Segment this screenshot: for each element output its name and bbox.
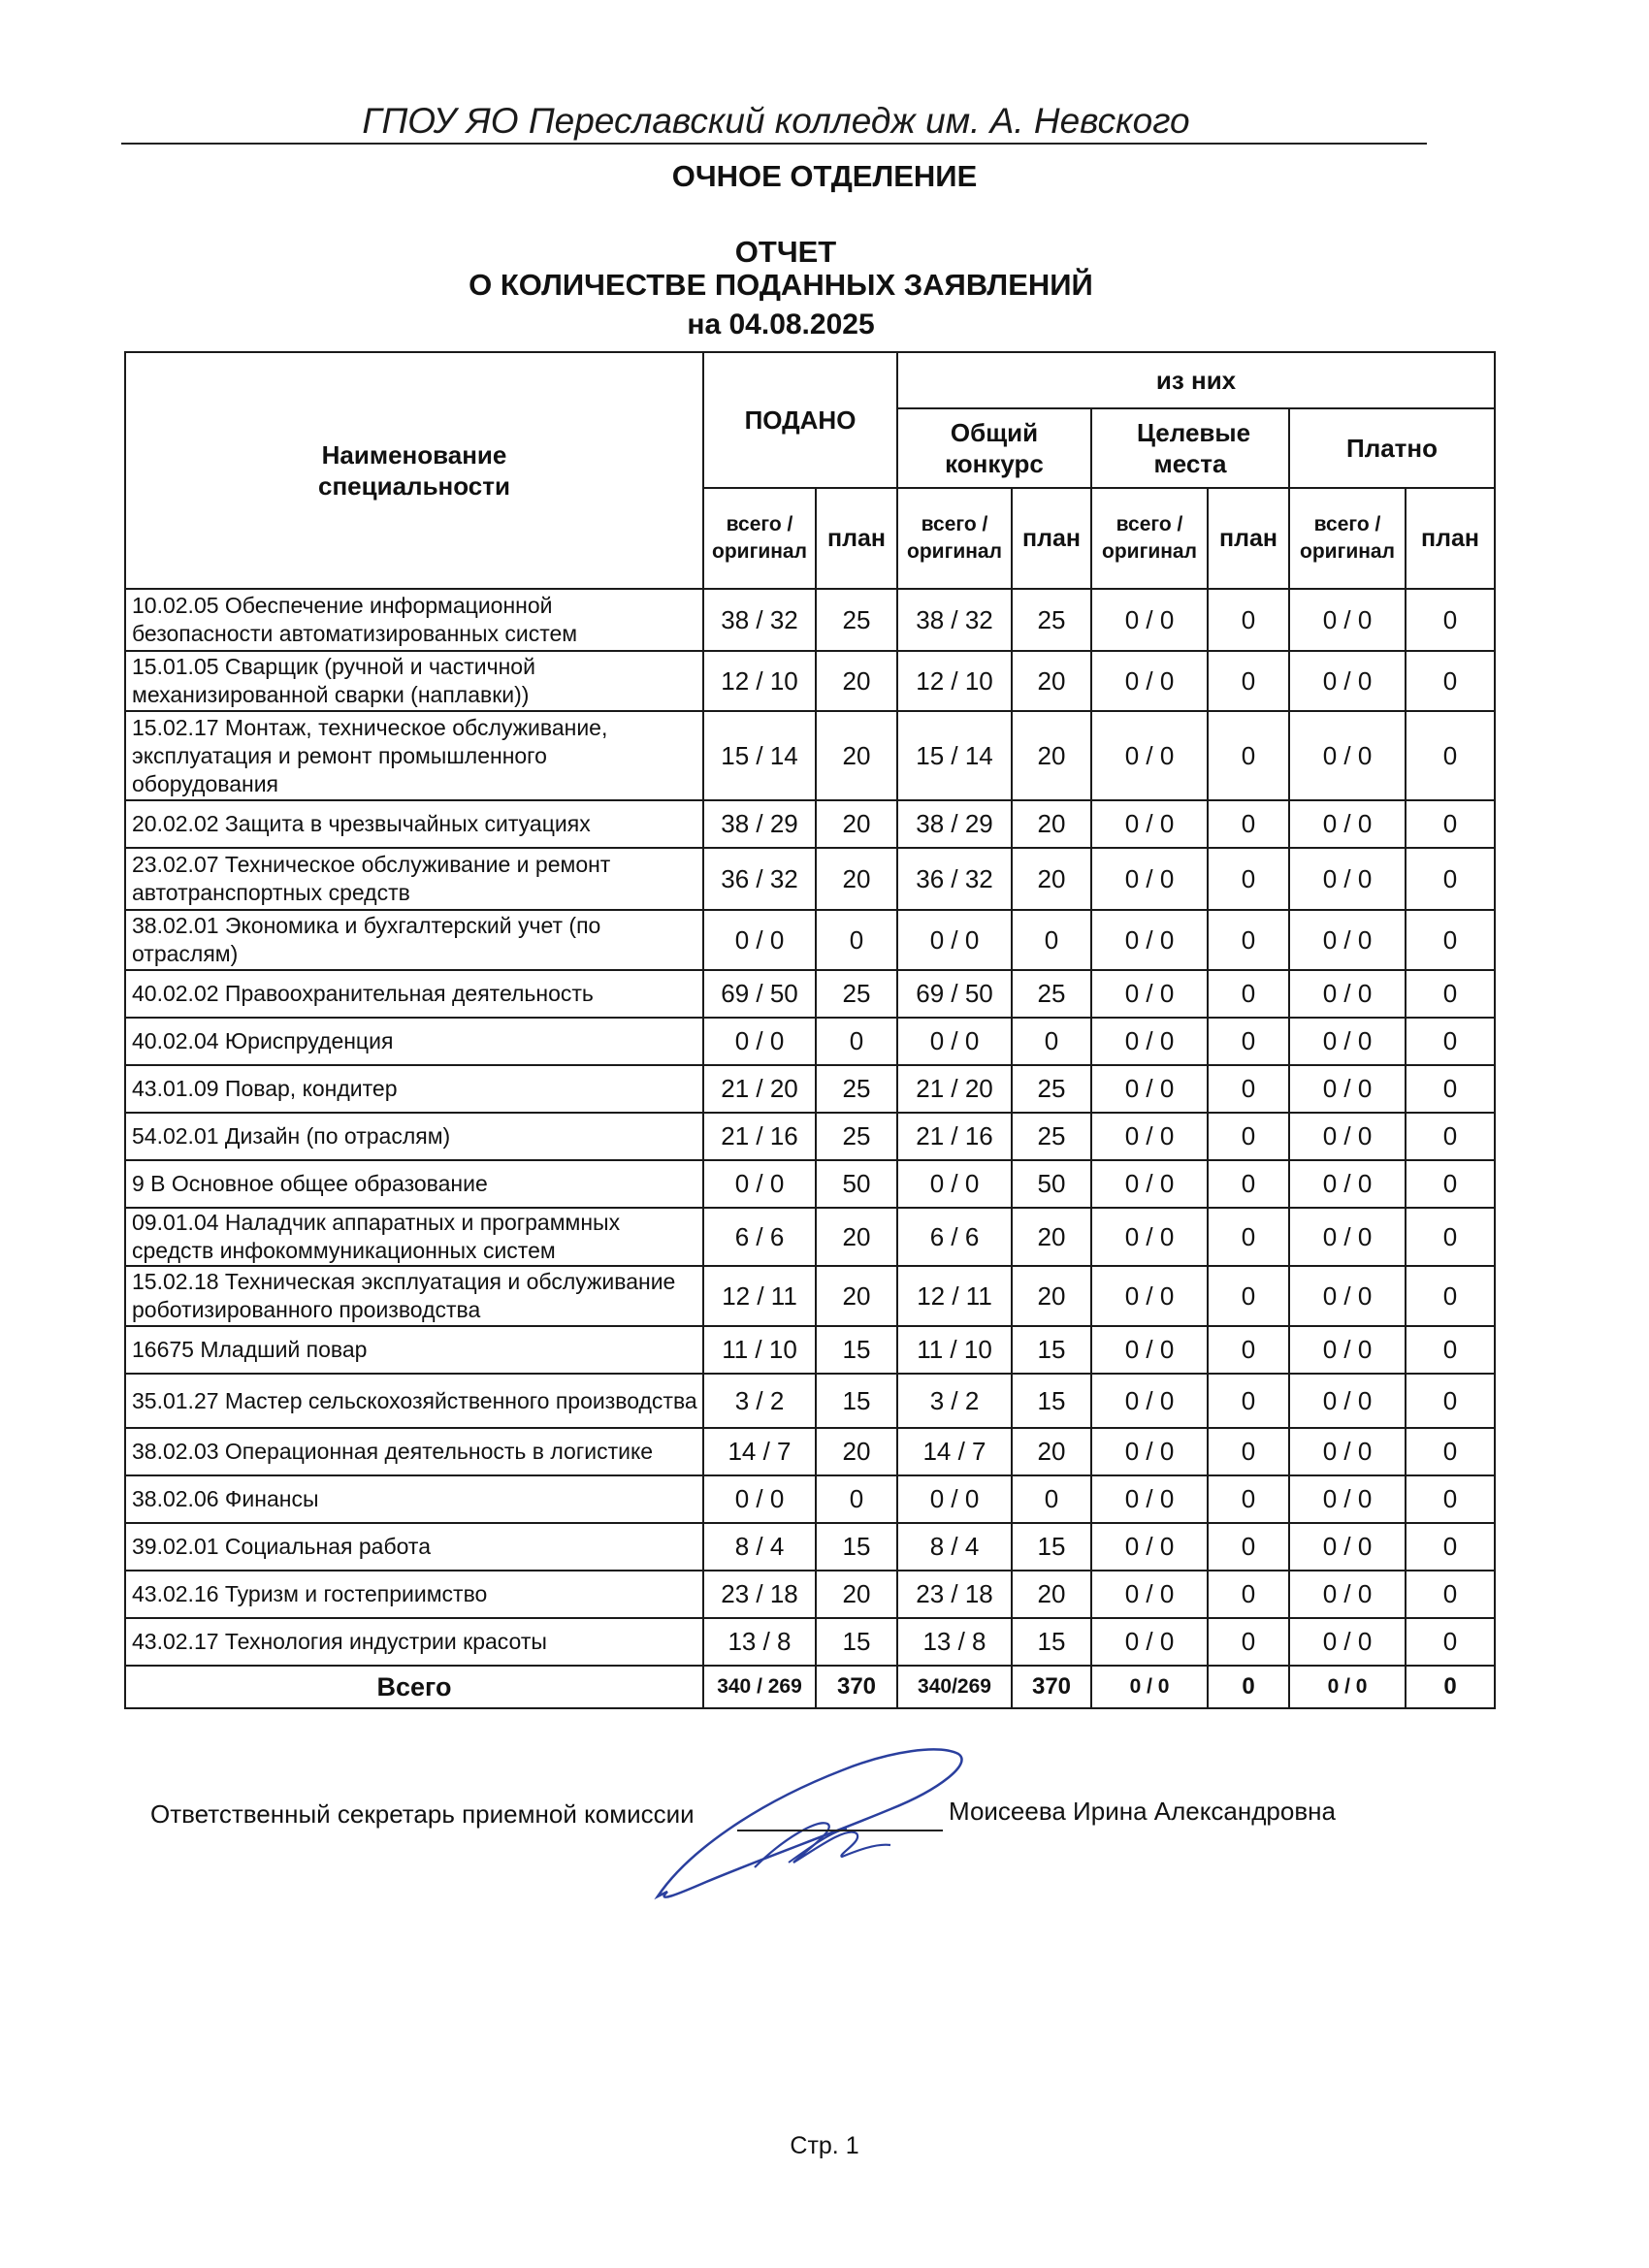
cell-paid-plan: 0 — [1406, 589, 1495, 651]
cell-gen-plan: 15 — [1012, 1326, 1091, 1374]
organization-name: ГПОУ ЯО Переславский колледж им. А. Невского — [362, 101, 1190, 141]
specialty-name: 40.02.02 Правоохранительная деятельность — [125, 970, 703, 1018]
cell-gen: 0 / 0 — [897, 1160, 1012, 1208]
cell-tgt: 0 / 0 — [1091, 970, 1208, 1018]
header-target-total: всего / оригинал — [1091, 488, 1208, 589]
cell-sub-plan: 20 — [816, 800, 897, 848]
cell-gen-plan: 0 — [1012, 1018, 1091, 1065]
specialty-name: 54.02.01 Дизайн (по отраслям) — [125, 1113, 703, 1160]
cell-tgt: 0 / 0 — [1091, 1475, 1208, 1523]
table-row — [125, 1571, 1495, 1618]
table-body — [125, 589, 1495, 1708]
cell-gen: 21 / 16 — [897, 1113, 1012, 1160]
specialty-name: 09.01.04 Наладчик аппаратных и программных средств инфокоммуникационных систем — [125, 1208, 703, 1266]
cell-sub: 0 / 0 — [703, 1475, 816, 1523]
header-paid-total: всего / оригинал — [1289, 488, 1406, 589]
cell-sub: 0 / 0 — [703, 910, 816, 970]
cell-paid-plan: 0 — [1406, 1571, 1495, 1618]
table-row — [125, 1374, 1495, 1428]
report-title: ОТЧЕТ — [734, 235, 837, 269]
cell-paid: 0 / 0 — [1289, 711, 1406, 800]
cell-tgt-plan: 0 — [1208, 1523, 1289, 1571]
cell-sub: 3 / 2 — [703, 1374, 816, 1428]
table-row — [125, 1428, 1495, 1475]
specialty-name: 40.02.04 Юриспруденция — [125, 1018, 703, 1065]
cell-paid-plan: 0 — [1406, 1065, 1495, 1113]
cell-sub: 13 / 8 — [703, 1618, 816, 1666]
cell-tgt-plan: 0 — [1208, 589, 1289, 651]
header-general-total: всего / оригинал — [897, 488, 1012, 589]
header-paid-plan: план — [1406, 488, 1495, 589]
cell-paid-plan: 0 — [1406, 910, 1495, 970]
cell-paid-plan: 0 — [1406, 1326, 1495, 1374]
cell-tgt-plan: 0 — [1208, 1208, 1289, 1266]
cell-sub: 38 / 32 — [703, 589, 816, 651]
cell-sub-plan: 20 — [816, 1208, 897, 1266]
cell-paid-plan: 0 — [1406, 1018, 1495, 1065]
cell-paid-plan: 0 — [1406, 1428, 1495, 1475]
table-row — [125, 1618, 1495, 1666]
signatory-label: Ответственный секретарь приемной комиссии — [150, 1799, 695, 1829]
report-date: на 04.08.2025 — [687, 308, 875, 340]
cell-sub: 21 / 16 — [703, 1113, 816, 1160]
cell-sub-plan: 20 — [816, 711, 897, 800]
cell-sub: 8 / 4 — [703, 1523, 816, 1571]
cell-gen-plan: 25 — [1012, 1113, 1091, 1160]
header-specialty-label: Наименование специальности — [318, 440, 510, 501]
cell-tgt: 0 / 0 — [1091, 651, 1208, 711]
cell-paid-plan: 0 — [1406, 1160, 1495, 1208]
cell-gen-plan: 20 — [1012, 1428, 1091, 1475]
cell-tgt: 0 / 0 — [1091, 1266, 1208, 1326]
table-row — [125, 711, 1495, 800]
cell-paid: 0 / 0 — [1289, 1523, 1406, 1571]
specialty-name: 15.02.17 Монтаж, техническое обслуживание, эксплуатация и ремонт промышленного оборудования — [125, 711, 703, 800]
cell-tgt-plan: 0 — [1208, 1618, 1289, 1666]
cell-paid: 0 / 0 — [1289, 1113, 1406, 1160]
cell-tgt: 0 / 0 — [1091, 800, 1208, 848]
cell-tgt: 0 / 0 — [1091, 1160, 1208, 1208]
cell-sub-plan: 0 — [816, 1018, 897, 1065]
cell-tgt-plan: 0 — [1208, 910, 1289, 970]
cell-gen-plan: 20 — [1012, 800, 1091, 848]
cell-paid-plan: 0 — [1406, 651, 1495, 711]
table-row — [125, 1266, 1495, 1326]
cell-tgt: 0 / 0 — [1091, 1065, 1208, 1113]
specialty-name: 10.02.05 Обеспечение информационной безопасности автоматизированных систем — [125, 589, 703, 651]
specialty-name: 15.01.05 Сварщик (ручной и частичной механизированной сварки (наплавки)) — [125, 651, 703, 711]
cell-paid-plan: 0 — [1406, 1113, 1495, 1160]
header-general-competition — [897, 408, 1091, 488]
total-paid-plan: 0 — [1406, 1666, 1495, 1708]
cell-paid-plan: 0 — [1406, 848, 1495, 910]
cell-tgt: 0 / 0 — [1091, 910, 1208, 970]
specialty-name: 38.02.03 Операционная деятельность в логистике — [125, 1428, 703, 1475]
table-row — [125, 651, 1495, 711]
cell-sub: 15 / 14 — [703, 711, 816, 800]
header-target-places — [1091, 408, 1289, 488]
page-number: Стр. 1 — [790, 2132, 859, 2159]
cell-tgt-plan: 0 — [1208, 1266, 1289, 1326]
cell-gen-plan: 20 — [1012, 711, 1091, 800]
table-row — [125, 848, 1495, 910]
cell-sub: 0 / 0 — [703, 1160, 816, 1208]
cell-sub-plan: 20 — [816, 848, 897, 910]
total-label: Всего — [125, 1666, 703, 1708]
cell-sub-plan: 15 — [816, 1618, 897, 1666]
cell-paid: 0 / 0 — [1289, 651, 1406, 711]
cell-tgt: 0 / 0 — [1091, 1523, 1208, 1571]
cell-paid: 0 / 0 — [1289, 1065, 1406, 1113]
cell-tgt-plan: 0 — [1208, 970, 1289, 1018]
cell-tgt: 0 / 0 — [1091, 1326, 1208, 1374]
cell-tgt-plan: 0 — [1208, 1428, 1289, 1475]
cell-sub: 0 / 0 — [703, 1018, 816, 1065]
cell-tgt: 0 / 0 — [1091, 1618, 1208, 1666]
cell-tgt: 0 / 0 — [1091, 1374, 1208, 1428]
cell-tgt-plan: 0 — [1208, 651, 1289, 711]
cell-sub-plan: 50 — [816, 1160, 897, 1208]
cell-gen: 69 / 50 — [897, 970, 1012, 1018]
cell-gen: 12 / 11 — [897, 1266, 1012, 1326]
table-row — [125, 589, 1495, 651]
cell-gen-plan: 50 — [1012, 1160, 1091, 1208]
cell-gen: 11 / 10 — [897, 1326, 1012, 1374]
specialty-name: 43.02.17 Технология индустрии красоты — [125, 1618, 703, 1666]
cell-sub-plan: 25 — [816, 1113, 897, 1160]
specialty-name: 15.02.18 Техническая эксплуатация и обслуживание роботизированного производства — [125, 1266, 703, 1326]
cell-gen: 3 / 2 — [897, 1374, 1012, 1428]
cell-sub-plan: 25 — [816, 1065, 897, 1113]
cell-sub: 21 / 20 — [703, 1065, 816, 1113]
department-title: ОЧНОЕ ОТДЕЛЕНИЕ — [671, 159, 978, 193]
cell-tgt-plan: 0 — [1208, 1374, 1289, 1428]
total-tgt: 0 / 0 — [1091, 1666, 1208, 1708]
signature-line — [737, 1830, 943, 1831]
total-paid: 0 / 0 — [1289, 1666, 1406, 1708]
cell-sub: 12 / 11 — [703, 1266, 816, 1326]
cell-sub: 36 / 32 — [703, 848, 816, 910]
cell-paid: 0 / 0 — [1289, 910, 1406, 970]
specialty-name: 38.02.01 Экономика и бухгалтерский учет (по отраслям) — [125, 910, 703, 970]
report-subtitle: О КОЛИЧЕСТВЕ ПОДАННЫХ ЗАЯВЛЕНИЙ — [469, 268, 1093, 302]
cell-paid-plan: 0 — [1406, 1618, 1495, 1666]
cell-tgt: 0 / 0 — [1091, 1113, 1208, 1160]
cell-sub: 23 / 18 — [703, 1571, 816, 1618]
cell-gen: 0 / 0 — [897, 1475, 1012, 1523]
cell-sub-plan: 20 — [816, 651, 897, 711]
cell-gen: 8 / 4 — [897, 1523, 1012, 1571]
cell-gen: 21 / 20 — [897, 1065, 1012, 1113]
cell-gen: 13 / 8 — [897, 1618, 1012, 1666]
header-specialty — [125, 352, 703, 589]
cell-tgt-plan: 0 — [1208, 711, 1289, 800]
cell-gen: 36 / 32 — [897, 848, 1012, 910]
total-gen: 340/269 — [897, 1666, 1012, 1708]
cell-paid: 0 / 0 — [1289, 1266, 1406, 1326]
cell-tgt: 0 / 0 — [1091, 1208, 1208, 1266]
total-row — [125, 1666, 1495, 1708]
cell-paid-plan: 0 — [1406, 1208, 1495, 1266]
cell-gen-plan: 15 — [1012, 1618, 1091, 1666]
cell-sub-plan: 15 — [816, 1523, 897, 1571]
cell-gen: 14 / 7 — [897, 1428, 1012, 1475]
cell-tgt: 0 / 0 — [1091, 711, 1208, 800]
cell-tgt-plan: 0 — [1208, 1571, 1289, 1618]
cell-gen-plan: 15 — [1012, 1374, 1091, 1428]
cell-sub-plan: 0 — [816, 1475, 897, 1523]
table-row — [125, 1475, 1495, 1523]
organization-underline — [121, 143, 1427, 145]
cell-paid: 0 / 0 — [1289, 1618, 1406, 1666]
cell-sub-plan: 25 — [816, 589, 897, 651]
cell-gen: 0 / 0 — [897, 910, 1012, 970]
specialty-name: 23.02.07 Техническое обслуживание и ремонт автотранспортных средств — [125, 848, 703, 910]
cell-paid: 0 / 0 — [1289, 1326, 1406, 1374]
cell-gen: 6 / 6 — [897, 1208, 1012, 1266]
cell-tgt-plan: 0 — [1208, 800, 1289, 848]
cell-paid: 0 / 0 — [1289, 1208, 1406, 1266]
header-target-plan: план — [1208, 488, 1289, 589]
cell-paid: 0 / 0 — [1289, 848, 1406, 910]
cell-paid-plan: 0 — [1406, 711, 1495, 800]
cell-sub: 6 / 6 — [703, 1208, 816, 1266]
cell-paid: 0 / 0 — [1289, 1428, 1406, 1475]
cell-sub-plan: 15 — [816, 1326, 897, 1374]
cell-gen-plan: 20 — [1012, 1208, 1091, 1266]
cell-paid-plan: 0 — [1406, 1475, 1495, 1523]
cell-gen: 15 / 14 — [897, 711, 1012, 800]
cell-gen: 23 / 18 — [897, 1571, 1012, 1618]
signatory-name: Моисеева Ирина Александровна — [949, 1797, 1336, 1826]
cell-paid: 0 / 0 — [1289, 1571, 1406, 1618]
cell-gen-plan: 25 — [1012, 970, 1091, 1018]
header-submitted: ПОДАНО — [703, 352, 897, 488]
table-row — [125, 800, 1495, 848]
table-row — [125, 1208, 1495, 1266]
cell-tgt: 0 / 0 — [1091, 1018, 1208, 1065]
table-row — [125, 1018, 1495, 1065]
specialty-name: 9 В Основное общее образование — [125, 1160, 703, 1208]
cell-sub: 38 / 29 — [703, 800, 816, 848]
cell-gen-plan: 0 — [1012, 910, 1091, 970]
cell-sub-plan: 15 — [816, 1374, 897, 1428]
cell-tgt: 0 / 0 — [1091, 589, 1208, 651]
total-sub: 340 / 269 — [703, 1666, 816, 1708]
header-general-label: Общий конкурс — [945, 418, 1044, 478]
cell-gen: 38 / 29 — [897, 800, 1012, 848]
cell-gen-plan: 20 — [1012, 1266, 1091, 1326]
header-of-them: из них — [897, 352, 1495, 408]
cell-tgt: 0 / 0 — [1091, 1428, 1208, 1475]
table-row — [125, 910, 1495, 970]
cell-gen-plan: 20 — [1012, 1571, 1091, 1618]
cell-tgt-plan: 0 — [1208, 1160, 1289, 1208]
cell-paid: 0 / 0 — [1289, 970, 1406, 1018]
cell-sub-plan: 0 — [816, 910, 897, 970]
cell-tgt: 0 / 0 — [1091, 848, 1208, 910]
total-tgt-plan: 0 — [1208, 1666, 1289, 1708]
cell-gen-plan: 15 — [1012, 1523, 1091, 1571]
applications-table — [124, 351, 1496, 1709]
cell-paid: 0 / 0 — [1289, 800, 1406, 848]
cell-sub-plan: 20 — [816, 1428, 897, 1475]
table-row — [125, 1523, 1495, 1571]
cell-tgt-plan: 0 — [1208, 1326, 1289, 1374]
header-submitted-plan: план — [816, 488, 897, 589]
cell-gen-plan: 20 — [1012, 651, 1091, 711]
cell-gen: 0 / 0 — [897, 1018, 1012, 1065]
cell-gen: 12 / 10 — [897, 651, 1012, 711]
specialty-name: 38.02.06 Финансы — [125, 1475, 703, 1523]
cell-sub-plan: 25 — [816, 970, 897, 1018]
cell-tgt-plan: 0 — [1208, 848, 1289, 910]
cell-gen-plan: 0 — [1012, 1475, 1091, 1523]
cell-paid-plan: 0 — [1406, 1374, 1495, 1428]
cell-paid-plan: 0 — [1406, 970, 1495, 1018]
cell-tgt-plan: 0 — [1208, 1475, 1289, 1523]
cell-sub-plan: 20 — [816, 1266, 897, 1326]
table-row — [125, 970, 1495, 1018]
cell-paid: 0 / 0 — [1289, 1475, 1406, 1523]
cell-sub-plan: 20 — [816, 1571, 897, 1618]
cell-sub: 14 / 7 — [703, 1428, 816, 1475]
cell-paid: 0 / 0 — [1289, 1160, 1406, 1208]
header-general-plan: план — [1012, 488, 1091, 589]
specialty-name: 20.02.02 Защита в чрезвычайных ситуациях — [125, 800, 703, 848]
cell-paid-plan: 0 — [1406, 1523, 1495, 1571]
cell-paid-plan: 0 — [1406, 1266, 1495, 1326]
specialty-name: 43.02.16 Туризм и гостеприимство — [125, 1571, 703, 1618]
cell-tgt-plan: 0 — [1208, 1065, 1289, 1113]
specialty-name: 35.01.27 Мастер сельскохозяйственного производства — [125, 1374, 703, 1428]
cell-paid-plan: 0 — [1406, 800, 1495, 848]
cell-gen: 38 / 32 — [897, 589, 1012, 651]
cell-sub: 11 / 10 — [703, 1326, 816, 1374]
cell-tgt-plan: 0 — [1208, 1113, 1289, 1160]
header-paid: Платно — [1289, 408, 1495, 488]
header-target-label: Целевые места — [1137, 418, 1251, 478]
cell-gen-plan: 25 — [1012, 589, 1091, 651]
cell-paid: 0 / 0 — [1289, 1018, 1406, 1065]
total-gen-plan: 370 — [1012, 1666, 1091, 1708]
cell-paid: 0 / 0 — [1289, 589, 1406, 651]
cell-sub: 69 / 50 — [703, 970, 816, 1018]
table-row — [125, 1065, 1495, 1113]
cell-gen-plan: 25 — [1012, 1065, 1091, 1113]
handwritten-signature — [648, 1736, 978, 1911]
header-submitted-total: всего / оригинал — [703, 488, 816, 589]
total-sub-plan: 370 — [816, 1666, 897, 1708]
cell-gen-plan: 20 — [1012, 848, 1091, 910]
table-row — [125, 1113, 1495, 1160]
cell-tgt: 0 / 0 — [1091, 1571, 1208, 1618]
cell-tgt-plan: 0 — [1208, 1018, 1289, 1065]
specialty-name: 43.01.09 Повар, кондитер — [125, 1065, 703, 1113]
specialty-name: 39.02.01 Социальная работа — [125, 1523, 703, 1571]
cell-paid: 0 / 0 — [1289, 1374, 1406, 1428]
specialty-name: 16675 Младший повар — [125, 1326, 703, 1374]
table-row — [125, 1326, 1495, 1374]
table-row — [125, 1160, 1495, 1208]
cell-sub: 12 / 10 — [703, 651, 816, 711]
